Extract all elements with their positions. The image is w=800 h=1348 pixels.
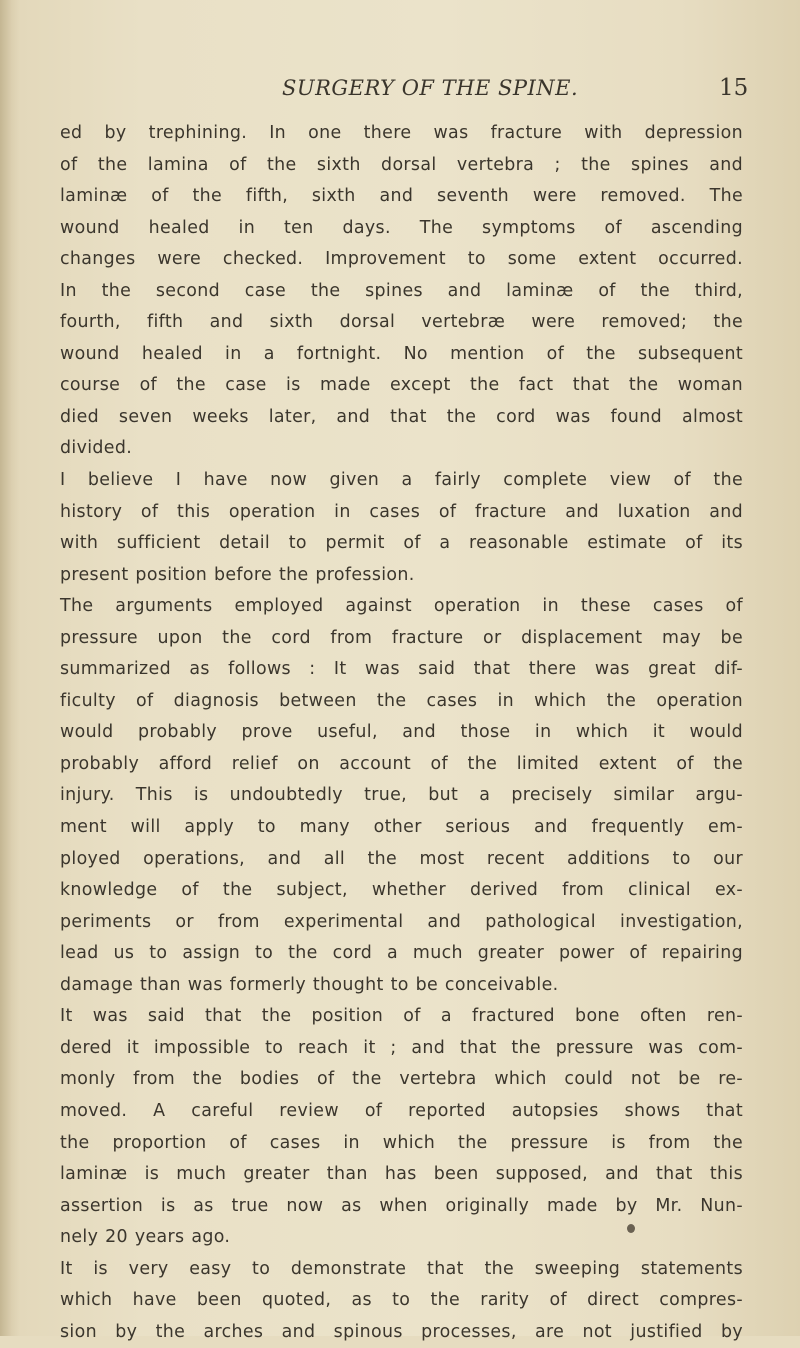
text-line: assertion is as true now as when originally made by Mr. Nun- [60,1195,743,1216]
text-line: died seven weeks later, and that the cord was found almost [60,406,743,427]
text-line: which have been quoted, as to the rarity of direct compres- [60,1290,743,1311]
text-line: ployed operations, and all the most recent additions to our [60,848,743,869]
text-line: present position before the profession. [60,564,415,585]
text-line: monly from the bodies of the vertebra which could not be re- [60,1069,743,1090]
text-line: damage than was formerly thought to be conceivable. [60,974,559,995]
text-line: nely 20 years ago. [60,1227,231,1248]
text-line: sion by the arches and spinous processes, are not justified by [60,1321,743,1342]
text-line: The arguments employed against operation in these cases of [60,596,743,617]
text-line: It was said that the position of a fractured bone often ren- [60,1006,743,1027]
text-line: It is very easy to demonstrate that the sweeping statements [60,1258,743,1279]
text-line: laminæ is much greater than has been supposed, and that this [60,1164,743,1185]
page-number: 15 [719,75,749,101]
text-line: course of the case is made except the fact that the woman [60,375,743,396]
text-line: knowledge of the subject, whether derived from clinical ex- [60,880,743,901]
ink-speck [627,1224,635,1233]
text-line: divided. [60,438,133,459]
text-line: laminæ of the fifth, sixth and seventh were removed. The [60,186,743,207]
text-line: summarized as follows : It was said that there was great dif- [60,659,743,680]
text-line: would probably prove useful, and those in which it would [60,722,743,743]
running-head [0,76,800,106]
body-text [60,118,743,1348]
text-line: lead us to assign to the cord a much greater power of repairing [60,943,743,964]
text-line: wound healed in a fortnight. No mention of the subsequent [60,343,743,364]
text-line: with sufficient detail to permit of a reasonable estimate of its [60,533,743,554]
text-line: periments or from experimental and pathological investigation, [60,911,743,932]
running-head-title: SURGERY OF THE SPINE. [282,76,579,100]
text-line: changes were checked. Improvement to some extent occurred. [60,249,743,270]
text-line: pressure upon the cord from fracture or displacement may be [60,627,743,648]
text-line: ment will apply to many other serious and frequently em- [60,817,743,838]
text-line: history of this operation in cases of fracture and luxation and [60,501,743,522]
text-line: fourth, fifth and sixth dorsal vertebræ were removed; the [60,312,743,333]
text-line: dered it impossible to reach it ; and that the pressure was com- [60,1037,743,1058]
text-line: moved. A careful review of reported autopsies shows that [60,1100,743,1121]
text-line: the proportion of cases in which the pressure is from the [60,1132,743,1153]
text-line: probably afford relief on account of the limited extent of the [60,753,743,774]
text-line: In the second case the spines and laminæ of the third, [60,280,743,301]
text-line: wound healed in ten days. The symptoms of ascending [60,217,743,238]
text-line: ed by trephining. In one there was fracture with depression [60,123,743,143]
text-line: ficulty of diagnosis between the cases in which the operation [60,690,743,711]
text-line: injury. This is undoubtedly true, but a precisely similar argu- [60,785,743,806]
text-line: of the lamina of the sixth dorsal vertebra ; the spines and [60,154,743,175]
text-line: I believe I have now given a fairly complete view of the [60,470,743,491]
